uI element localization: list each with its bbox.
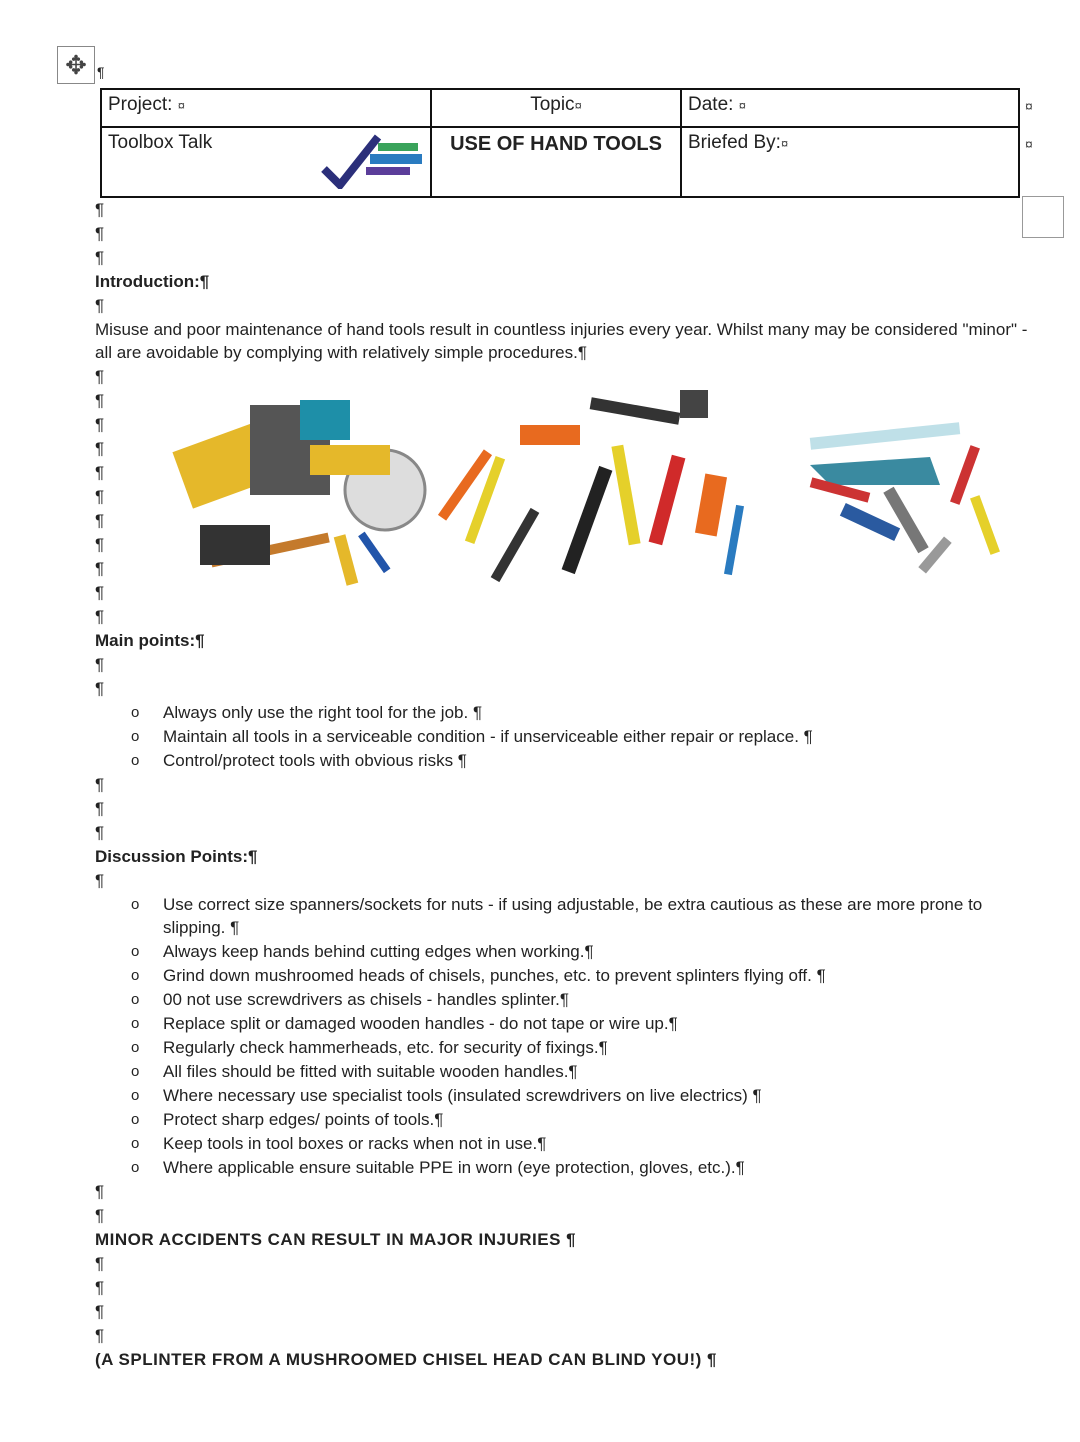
paragraph-mark: ¶ [95,655,105,674]
document-title: USE OF HAND TOOLS [450,133,662,155]
briefed-by-label: Briefed By: [688,132,781,153]
paragraph-mark: ¶ [95,463,105,482]
paragraph-mark: ¶ [95,871,105,890]
image-paragraph-marks [95,365,1035,629]
paragraph-mark: ¶ [95,583,105,602]
paragraph-mark: ¶ [95,823,105,842]
paragraph-mark: ¶ [95,487,105,506]
list-item: o Where necessary use specialist tools (insulated screwdrivers on live electrics) ¶ [163,1084,1005,1108]
paragraph-mark: ¶ [95,415,105,434]
project-label: Project: [108,94,173,115]
discussion-points-heading: Discussion Points:¶ [95,847,258,866]
header-table [100,88,1020,198]
paragraph-mark: ¶ [95,200,105,219]
list-item: o Where applicable ensure suitable PPE in worn (eye protection, gloves, etc.).¶ [163,1156,1005,1180]
paragraph-mark: ¶ [95,391,105,410]
paragraph-mark: ¶ [95,248,105,267]
row-end-mark: ¤ [1025,98,1033,114]
list-item: o Replace split or damaged wooden handles - do not tape or wire up.¶ [163,1012,1005,1036]
paragraph-mark: ¶ [95,367,105,386]
warning-chisel-splinter: (A SPLINTER FROM A MUSHROOMED CHISEL HEAD CAN BLIND YOU!) ¶ [95,1350,717,1369]
list-item: o Maintain all tools in a serviceable condition - if unserviceable either repair or replace. ¶ [163,725,1035,749]
paragraph-mark: ¶ [95,511,105,530]
discussion-points-list [95,893,1035,1180]
title-cell[interactable] [431,127,681,197]
paragraph-mark: ¶ [95,1302,105,1321]
paragraph-mark: ¶ [95,559,105,578]
date-cell[interactable] [681,89,1019,127]
paragraph-mark: ¶ [95,1254,105,1273]
main-points-heading: Main points:¶ [95,631,205,650]
project-cell[interactable] [101,89,431,127]
topic-cell[interactable] [431,89,681,127]
list-item: o Use correct size spanners/sockets for nuts - if using adjustable, be extra cautious as these are more prone to slipping. ¶ [163,893,1005,940]
list-item: o All files should be fitted with suitable wooden handles.¶ [163,1060,1005,1084]
cell-mark: ¤ [780,136,789,151]
cell-mark: ¤ [738,98,746,113]
cell-mark: ¤ [574,98,582,113]
list-item: o Always only use the right tool for the job. ¶ [163,701,1035,725]
paragraph-mark: ¶ [95,224,105,243]
document-body [95,198,1035,1372]
list-item: o Control/protect tools with obvious risks ¶ [163,749,1035,773]
list-item: o Grind down mushroomed heads of chisels, punches, etc. to prevent splinters flying off. ¶ [163,964,1005,988]
paragraph-mark: ¶ [97,64,105,80]
paragraph-mark: ¶ [95,535,105,554]
toolbox-label: Toolbox Talk [108,132,213,153]
list-item: o 00 not use screwdrivers as chisels - handles splinter.¶ [163,988,1005,1012]
paragraph-mark: ¶ [95,1182,105,1201]
topic-label: Topic [530,94,575,115]
row-end-mark: ¤ [1025,136,1033,152]
date-label: Date: [688,94,734,115]
introduction-heading: Introduction:¶ [95,272,210,291]
paragraph-mark: ¶ [95,1278,105,1297]
list-item: o Keep tools in tool boxes or racks when not in use.¶ [163,1132,1005,1156]
paragraph-mark: ¶ [95,1206,105,1225]
list-item: o Protect sharp edges/ points of tools.¶ [163,1108,1005,1132]
paragraph-mark: ¶ [95,296,105,315]
paragraph-mark: ¶ [95,439,105,458]
paragraph-mark: ¶ [95,1326,105,1345]
paragraph-mark: ¶ [95,775,105,794]
main-points-list [95,701,1035,773]
table-move-handle[interactable] [57,46,95,84]
paragraph-mark: ¶ [95,679,105,698]
introduction-text: Misuse and poor maintenance of hand tools result in countless injuries every year. Whilst many may be considered "minor" - all are avoidable by complying with relatively simple procedures.¶ [95,320,1028,362]
checkmark-logo-icon [320,133,425,189]
briefed-by-cell[interactable] [681,127,1019,197]
cell-mark: ¤ [177,98,185,113]
move-icon: ✥ [65,49,87,80]
list-item: o Always keep hands behind cutting edges when working.¶ [163,940,1005,964]
list-item: o Regularly check hammerheads, etc. for security of fixings.¶ [163,1036,1005,1060]
paragraph-mark: ¶ [95,607,105,626]
warning-major-injuries: MINOR ACCIDENTS CAN RESULT IN MAJOR INJURIES ¶ [95,1230,577,1249]
paragraph-mark: ¶ [95,799,105,818]
